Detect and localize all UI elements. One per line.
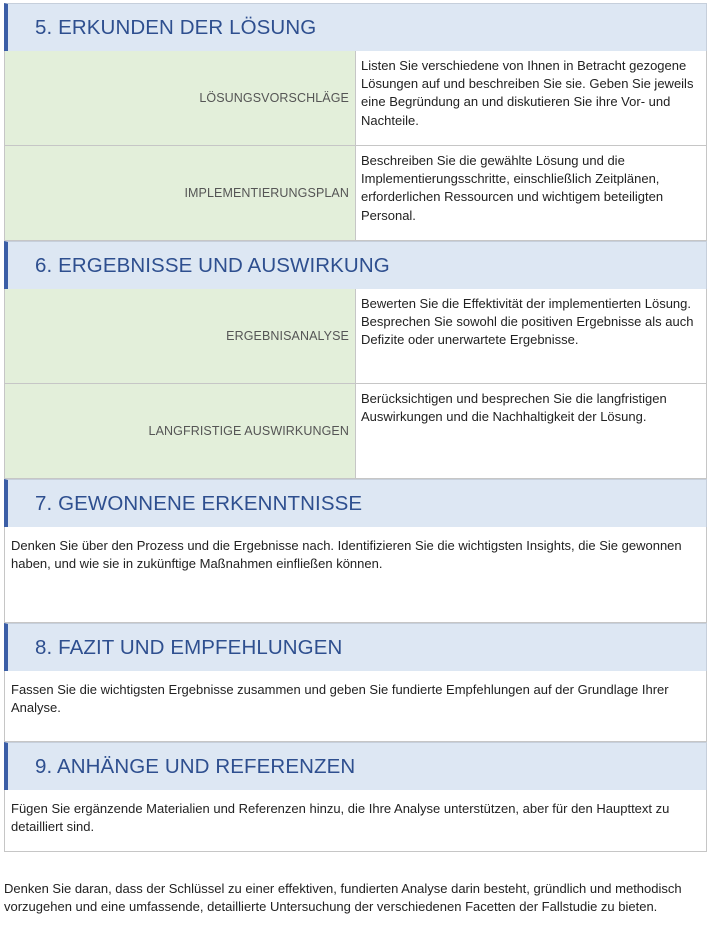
row-text-implementation-plan[interactable]: Beschreiben Sie die gewählte Lösung und die Implementierungsschritte, einschließlich Zeitplänen, erforderlichen Ressourcen und wichtigem beteiligten Personal.	[361, 153, 664, 223]
footer-note: Denken Sie daran, dass der Schlüssel zu einer effektiven, fundierten Analyse darin besteht, gründlich und methodisch vorzugehen und eine umfassende, detaillierte Untersuchung der verschiedenen Facetten der Fallstudie zu bieten.	[4, 881, 682, 915]
row-label-long-term-impact: LANGFRISTIGE AUSWIRKUNGEN	[5, 384, 356, 478]
table-row-solution-proposals	[4, 51, 707, 146]
row-text-results-analysis[interactable]: Bewerten Sie die Effektivität der implementierten Lösung. Besprechen Sie sowohl die positiven Ergebnisse als auch Defizite oder unerwartete Ergebnisse.	[361, 296, 694, 348]
table-row-results-analysis	[4, 289, 707, 384]
row-text-long-term-impact[interactable]: Berücksichtigen und besprechen Sie die langfristigen Auswirkungen und die Nachhaltigkeit der Lösung.	[361, 391, 667, 425]
section-9-text[interactable]: Fügen Sie ergänzende Materialien und Referenzen hinzu, die Ihre Analyse unterstützen, aber für den Haupttext zu detailliert sind.	[4, 790, 707, 852]
section-7-header	[4, 479, 707, 527]
section-7-text[interactable]: Denken Sie über den Prozess und die Ergebnisse nach. Identifizieren Sie die wichtigsten Insights, die Sie gewonnen haben, und wie sie in zukünftige Maßnahmen einfließen können.	[4, 527, 707, 623]
section-8-header	[4, 623, 707, 671]
row-label-solution-proposals: LÖSUNGSVORSCHLÄGE	[5, 51, 356, 145]
section-5-header	[4, 3, 707, 51]
section-6-title: 6. ERGEBNISSE UND AUSWIRKUNG	[35, 253, 390, 277]
section-8-title: 8. FAZIT UND EMPFEHLUNGEN	[35, 635, 343, 659]
section-7-title: 7. GEWONNENE ERKENNTNISSE	[35, 491, 363, 515]
table-row-implementation-plan	[4, 146, 707, 241]
table-row-long-term-impact	[4, 384, 707, 479]
section-6-header	[4, 241, 707, 289]
row-label-results-analysis: ERGEBNISANALYSE	[5, 289, 356, 383]
section-8-text[interactable]: Fassen Sie die wichtigsten Ergebnisse zusammen und geben Sie fundierte Empfehlungen auf der Grundlage Ihrer Analyse.	[4, 671, 707, 742]
case-study-template	[4, 3, 707, 852]
row-label-implementation-plan: IMPLEMENTIERUNGSPLAN	[5, 146, 356, 240]
section-9-header	[4, 742, 707, 790]
row-text-solution-proposals[interactable]: Listen Sie verschiedene von Ihnen in Betracht gezogene Lösungen auf und beschreiben Sie sie. Geben Sie jeweils eine Begründung an und diskutieren Sie ihre Vor- und Nachteile.	[361, 58, 694, 128]
section-5-title: 5. ERKUNDEN DER LÖSUNG	[35, 15, 317, 39]
section-9-title: 9. ANHÄNGE UND REFERENZEN	[35, 754, 356, 778]
